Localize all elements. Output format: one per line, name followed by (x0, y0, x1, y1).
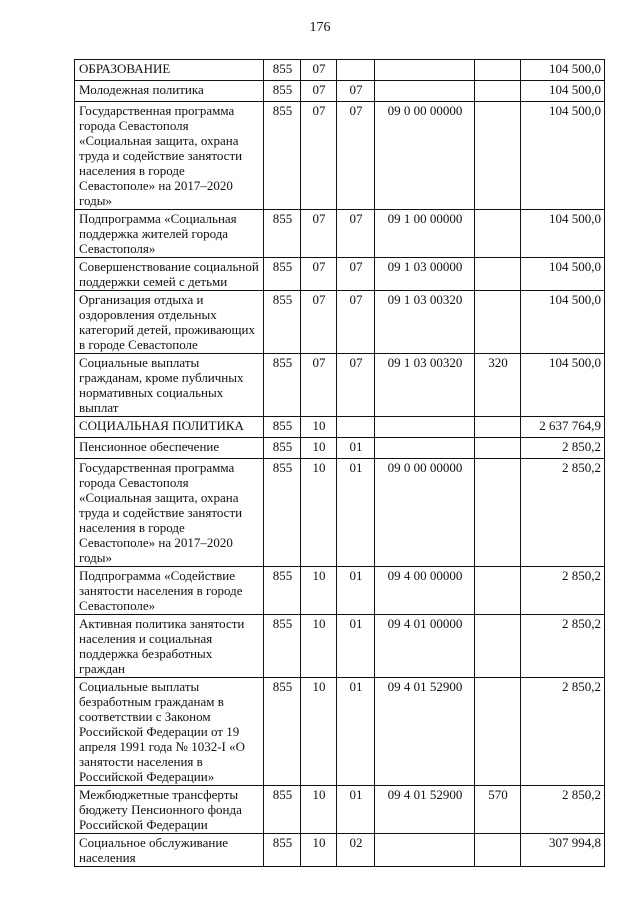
row-grbs: 855 (264, 210, 301, 258)
row-name: СОЦИАЛЬНАЯ ПОЛИТИКА (75, 417, 264, 438)
row-target-article: 09 1 03 00320 (375, 354, 475, 417)
row-grbs: 855 (264, 615, 301, 678)
row-target-article: 09 1 03 00320 (375, 291, 475, 354)
table-row (75, 615, 605, 678)
row-section: 07 (301, 354, 337, 417)
row-target-article: 09 0 00 00000 (375, 102, 475, 210)
row-name: Совершенствование социальной поддержки семей с детьми (75, 258, 264, 291)
row-grbs: 855 (264, 60, 301, 81)
row-amount: 104 500,0 (521, 81, 605, 102)
row-expense-type (475, 258, 521, 291)
row-grbs: 855 (264, 354, 301, 417)
row-subsection: 07 (337, 291, 375, 354)
row-amount: 104 500,0 (521, 291, 605, 354)
table-row (75, 834, 605, 867)
row-expense-type (475, 567, 521, 615)
row-name: Государственная программа города Севастополя «Социальная защита, охрана труда и содействие занятости населения в городе Севастополе» на 2017–2020 годы» (75, 459, 264, 567)
row-target-article: 09 4 00 00000 (375, 567, 475, 615)
row-subsection: 01 (337, 678, 375, 786)
table-row (75, 438, 605, 459)
row-name: Государственная программа города Севастополя «Социальная защита, охрана труда и содействие занятости населения в городе Севастополе» на 2017–2020 годы» (75, 102, 264, 210)
row-grbs: 855 (264, 786, 301, 834)
table-row (75, 81, 605, 102)
row-target-article (375, 417, 475, 438)
row-section: 10 (301, 834, 337, 867)
row-amount: 307 994,8 (521, 834, 605, 867)
row-subsection: 07 (337, 354, 375, 417)
row-grbs: 855 (264, 678, 301, 786)
row-amount: 2 850,2 (521, 678, 605, 786)
row-expense-type (475, 291, 521, 354)
row-section: 10 (301, 615, 337, 678)
row-amount: 104 500,0 (521, 354, 605, 417)
row-expense-type: 320 (475, 354, 521, 417)
row-name: Организация отдыха и оздоровления отдельных категорий детей, проживающих в городе Севастополе (75, 291, 264, 354)
row-subsection: 01 (337, 438, 375, 459)
table-row (75, 258, 605, 291)
row-expense-type (475, 438, 521, 459)
row-target-article (375, 60, 475, 81)
table-row (75, 354, 605, 417)
row-expense-type (475, 417, 521, 438)
row-grbs: 855 (264, 834, 301, 867)
row-section: 07 (301, 291, 337, 354)
row-target-article: 09 0 00 00000 (375, 459, 475, 567)
row-target-article: 09 1 00 00000 (375, 210, 475, 258)
row-grbs: 855 (264, 459, 301, 567)
row-name: Подпрограмма «Содействие занятости населения в городе Севастополе» (75, 567, 264, 615)
row-name: Подпрограмма «Социальная поддержка жителей города Севастополя» (75, 210, 264, 258)
row-section: 07 (301, 102, 337, 210)
row-amount: 104 500,0 (521, 102, 605, 210)
row-grbs: 855 (264, 102, 301, 210)
row-grbs: 855 (264, 567, 301, 615)
row-grbs: 855 (264, 438, 301, 459)
table-row (75, 210, 605, 258)
row-target-article: 09 4 01 00000 (375, 615, 475, 678)
row-target-article (375, 438, 475, 459)
row-name: Молодежная политика (75, 81, 264, 102)
row-expense-type (475, 615, 521, 678)
row-subsection: 01 (337, 786, 375, 834)
row-expense-type (475, 834, 521, 867)
row-section: 10 (301, 459, 337, 567)
table-row (75, 678, 605, 786)
row-amount: 2 850,2 (521, 615, 605, 678)
row-target-article (375, 834, 475, 867)
row-expense-type (475, 210, 521, 258)
row-section: 07 (301, 81, 337, 102)
row-name: Межбюджетные трансферты бюджету Пенсионного фонда Российской Федерации (75, 786, 264, 834)
row-name: Пенсионное обеспечение (75, 438, 264, 459)
table-row (75, 60, 605, 81)
row-section: 07 (301, 210, 337, 258)
row-amount: 2 850,2 (521, 786, 605, 834)
row-section: 07 (301, 258, 337, 291)
budget-table (74, 59, 605, 867)
row-subsection: 01 (337, 615, 375, 678)
row-subsection (337, 417, 375, 438)
table-row (75, 786, 605, 834)
table-row (75, 102, 605, 210)
row-expense-type (475, 102, 521, 210)
row-name: ОБРАЗОВАНИЕ (75, 60, 264, 81)
budget-table-body (75, 60, 605, 867)
row-subsection: 07 (337, 210, 375, 258)
row-target-article: 09 4 01 52900 (375, 786, 475, 834)
row-expense-type (475, 60, 521, 81)
table-row (75, 567, 605, 615)
row-subsection: 07 (337, 258, 375, 291)
row-target-article (375, 81, 475, 102)
row-target-article: 09 4 01 52900 (375, 678, 475, 786)
row-expense-type (475, 81, 521, 102)
row-name: Социальные выплаты безработным гражданам в соответствии с Законом Российской Федерации от 19 апреля 1991 года № 1032-I «О занятости населения в Российской Федерации» (75, 678, 264, 786)
row-section: 07 (301, 60, 337, 81)
row-amount: 2 850,2 (521, 459, 605, 567)
row-amount: 2 850,2 (521, 438, 605, 459)
row-name: Активная политика занятости населения и социальная поддержка безработных граждан (75, 615, 264, 678)
row-expense-type: 570 (475, 786, 521, 834)
row-section: 10 (301, 567, 337, 615)
row-grbs: 855 (264, 291, 301, 354)
row-target-article: 09 1 03 00000 (375, 258, 475, 291)
row-grbs: 855 (264, 417, 301, 438)
row-name: Социальные выплаты гражданам, кроме публичных нормативных социальных выплат (75, 354, 264, 417)
row-subsection: 07 (337, 102, 375, 210)
row-section: 10 (301, 786, 337, 834)
row-section: 10 (301, 438, 337, 459)
row-section: 10 (301, 678, 337, 786)
row-expense-type (475, 459, 521, 567)
row-amount: 2 637 764,9 (521, 417, 605, 438)
row-subsection: 01 (337, 567, 375, 615)
row-subsection (337, 60, 375, 81)
row-expense-type (475, 678, 521, 786)
row-amount: 104 500,0 (521, 60, 605, 81)
row-grbs: 855 (264, 258, 301, 291)
row-subsection: 02 (337, 834, 375, 867)
row-amount: 104 500,0 (521, 258, 605, 291)
table-row (75, 459, 605, 567)
row-amount: 2 850,2 (521, 567, 605, 615)
table-row (75, 291, 605, 354)
row-section: 10 (301, 417, 337, 438)
page-number: 176 (309, 20, 331, 35)
row-grbs: 855 (264, 81, 301, 102)
row-amount: 104 500,0 (521, 210, 605, 258)
row-subsection: 01 (337, 459, 375, 567)
row-subsection: 07 (337, 81, 375, 102)
row-name: Социальное обслуживание населения (75, 834, 264, 867)
table-row (75, 417, 605, 438)
